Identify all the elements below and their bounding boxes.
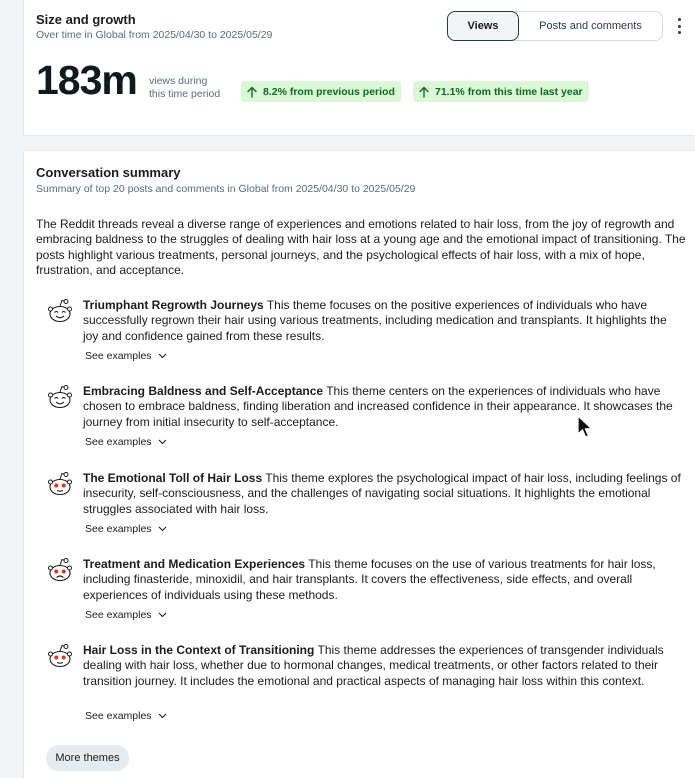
views-caption-line1: views during xyxy=(149,75,208,87)
tab-posts-and-comments[interactable]: Posts and comments xyxy=(539,20,642,32)
happy-snoo-icon xyxy=(47,298,73,324)
views-caption-line2: this time period xyxy=(149,88,221,100)
theme-title: Triumphant Regrowth Journeys xyxy=(83,298,264,312)
see-examples-label: See examples xyxy=(85,609,152,621)
views-total: 183m xyxy=(36,57,137,103)
see-examples-button[interactable] xyxy=(85,710,167,722)
trend-year-text: 71.1% from this time last year xyxy=(435,85,583,98)
chevron-down-icon xyxy=(158,526,167,532)
theme-text xyxy=(83,384,683,430)
see-examples-label: See examples xyxy=(85,710,152,722)
happy-snoo-icon xyxy=(47,384,73,410)
sad-snoo-icon xyxy=(47,557,73,583)
theme-body: This theme explores the psychological impact of hair loss, including feelings of insecurity, self-consciousness, and the challenges of navigating social situations. It highlights the emotional struggles associated with hair loss. xyxy=(83,471,681,516)
see-examples-label: See examples xyxy=(85,350,152,362)
see-examples-button[interactable] xyxy=(85,609,167,621)
chevron-down-icon xyxy=(158,353,167,359)
size-and-growth-card xyxy=(23,0,695,136)
theme-title: Hair Loss in the Context of Transitioning xyxy=(83,643,315,657)
see-examples-button[interactable] xyxy=(85,350,167,362)
metric-toggle xyxy=(447,11,663,41)
neutral-snoo-icon xyxy=(47,471,73,497)
theme-text xyxy=(83,298,683,344)
see-examples-button[interactable] xyxy=(85,436,167,448)
more-options-icon[interactable] xyxy=(672,15,686,37)
see-examples-label: See examples xyxy=(85,523,152,535)
conversation-summary-title: Conversation summary xyxy=(36,165,181,180)
theme-title: Treatment and Medication Experiences xyxy=(83,557,306,571)
theme-body: This theme addresses the experiences of transgender individuals dealing with hair loss, whether due to hormonal changes, medical treatments, or other factors related to their transition journey. It includes the emotional and practical aspects of managing hair loss within this context. xyxy=(83,643,664,688)
size-growth-subtitle: Over time in Global from 2025/04/30 to 2025/05/29 xyxy=(36,29,273,41)
theme-text xyxy=(83,643,683,689)
theme-text xyxy=(83,557,683,603)
size-growth-title: Size and growth xyxy=(36,12,136,27)
theme-text xyxy=(83,471,683,517)
trend-previous-text: 8.2% from previous period xyxy=(263,85,395,98)
theme-title: The Emotional Toll of Hair Loss xyxy=(83,471,263,485)
chevron-down-icon xyxy=(158,713,167,719)
views-caption xyxy=(149,75,239,101)
conversation-summary-subtitle: Summary of top 20 posts and comments in Global from 2025/04/30 to 2025/05/29 xyxy=(36,183,416,195)
chevron-down-icon xyxy=(158,612,167,618)
conversation-summary-card xyxy=(23,150,695,778)
theme-body: This theme focuses on the positive experiences of individuals who have successfully regrown their hair using various treatments, including medication and transplants. It highlights the joy and confidence gained from these results. xyxy=(83,298,667,343)
tab-views[interactable]: Views xyxy=(447,11,519,41)
chevron-down-icon xyxy=(158,439,167,445)
trend-badge-previous xyxy=(241,81,401,102)
theme-body: This theme focuses on the use of various treatments for hair loss, including finasteride, minoxidil, and hair transplants. It covers the effectiveness, side effects, and overall experiences of individuals using these methods. xyxy=(83,557,656,602)
arrow-up-icon xyxy=(246,86,258,98)
summary-intro: The Reddit threads reveal a diverse range of experiences and emotions related to hair loss, from the joy of regrowth and embracing baldness to the struggles of dealing with hair loss at a young age and the emotional impact of transitioning. The posts highlight various treatments, personal journeys, and the psychological effects of hair loss, with a mix of hope, frustration, and acceptance. xyxy=(36,217,686,278)
theme-body: This theme centers on the experiences of individuals who have chosen to embrace baldness, finding liberation and increased confidence in their appearance. It showcases the journey from initial insecurity to self-acceptance. xyxy=(83,384,673,429)
arrow-up-icon xyxy=(418,86,430,98)
mouse-cursor-icon xyxy=(577,415,593,439)
see-examples-button[interactable] xyxy=(85,523,167,535)
trend-badge-year xyxy=(413,81,589,102)
neutral-snoo-icon xyxy=(47,643,73,669)
theme-title: Embracing Baldness and Self-Acceptance xyxy=(83,384,324,398)
see-examples-label: See examples xyxy=(85,436,152,448)
more-themes-button[interactable]: More themes xyxy=(46,745,129,771)
